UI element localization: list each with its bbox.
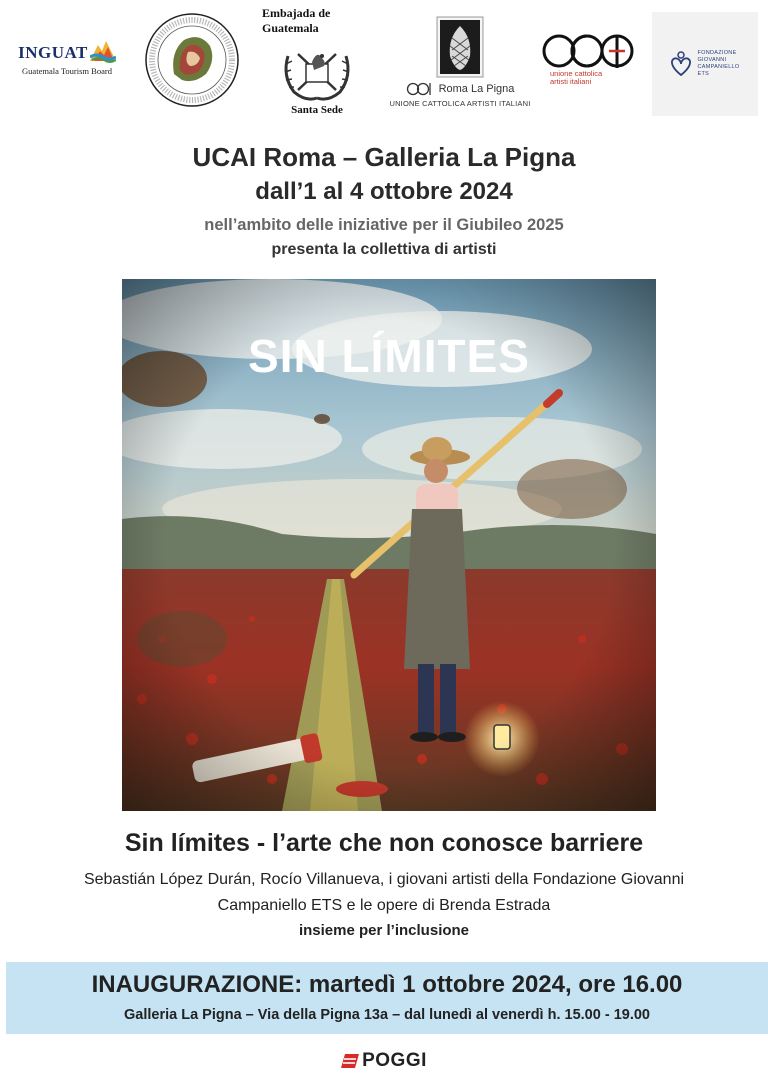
logo-row bbox=[0, 0, 768, 125]
fondazione-campaniello-logo bbox=[652, 12, 758, 116]
inguat-subtitle: Guatemala Tourism Board bbox=[22, 65, 112, 76]
volcano-icon bbox=[90, 39, 116, 63]
embassy-name: Embajada de Guatemala bbox=[262, 6, 331, 35]
ucai-subtitle-line2: artisti italiani bbox=[550, 77, 592, 86]
poggi-wordmark: POGGI bbox=[362, 1050, 427, 1071]
ucai-subtitle-line1: unione cattolica bbox=[550, 69, 603, 78]
seal-emblem-icon bbox=[144, 12, 240, 108]
inclusion-tagline: insieme per l’inclusione bbox=[298, 922, 470, 939]
fgc-line4: ETS bbox=[697, 71, 710, 77]
pigna-name: Roma La Pigna bbox=[438, 83, 515, 95]
poggi-logo bbox=[0, 1050, 768, 1072]
artists-line-1: Sebastián López Durán, Rocío Villanueva, i giovani artisti della Fondazione Giovanni bbox=[83, 871, 685, 888]
presents-line: presenta la collettiva di artisti bbox=[271, 241, 497, 258]
exhibition-dates: dall’1 al 4 ottobre 2024 bbox=[255, 178, 513, 205]
pine-cone-artwork-icon bbox=[436, 16, 484, 78]
guatemala-coat-of-arms-icon bbox=[278, 36, 356, 104]
fgc-line3: CAMPANIELLO bbox=[697, 64, 740, 70]
inguat-wordmark: INGUAT bbox=[18, 42, 88, 62]
exhibit-title: Sin límites - l’arte che non conosce barriere bbox=[124, 829, 644, 857]
fgc-line2: GIOVANNI bbox=[697, 57, 727, 63]
inguat-logo bbox=[12, 22, 122, 92]
jubilee-note: nell’ambito delle iniziative per il Giubileo 2025 bbox=[204, 216, 564, 234]
ucai-mark-icon bbox=[406, 82, 434, 96]
embassy-logo bbox=[262, 5, 372, 117]
poggi-flag-icon bbox=[341, 1054, 359, 1068]
circular-seal-logo bbox=[144, 12, 240, 108]
fgc-line1: FONDAZIONE bbox=[697, 50, 737, 56]
heart-figure-icon bbox=[670, 51, 692, 77]
poster-artwork bbox=[122, 279, 656, 811]
venue-and-hours: Galleria La Pigna – Via della Pigna 13a – dal lunedì al venerdì h. 15.00 - 19.00 bbox=[123, 1007, 650, 1023]
inauguration-band bbox=[6, 962, 768, 1034]
inauguration-headline: INAUGURAZIONE: martedì 1 ottobre 2024, ore 16.00 bbox=[91, 971, 683, 998]
roma-la-pigna-logo bbox=[386, 12, 534, 112]
pigna-subtitle: UNIONE CATTOLICA ARTISTI ITALIANI bbox=[389, 99, 531, 108]
embassy-subtitle: Santa Sede bbox=[291, 104, 343, 116]
artwork-title: SIN LÍMITES bbox=[248, 330, 530, 382]
gallery-title: UCAI Roma – Galleria La Pigna bbox=[192, 142, 576, 172]
artists-line-2: Campaniello ETS e le opere di Brenda Estrada bbox=[217, 897, 551, 914]
ucai-logo bbox=[538, 24, 638, 94]
ucai-circles-icon bbox=[541, 32, 635, 70]
